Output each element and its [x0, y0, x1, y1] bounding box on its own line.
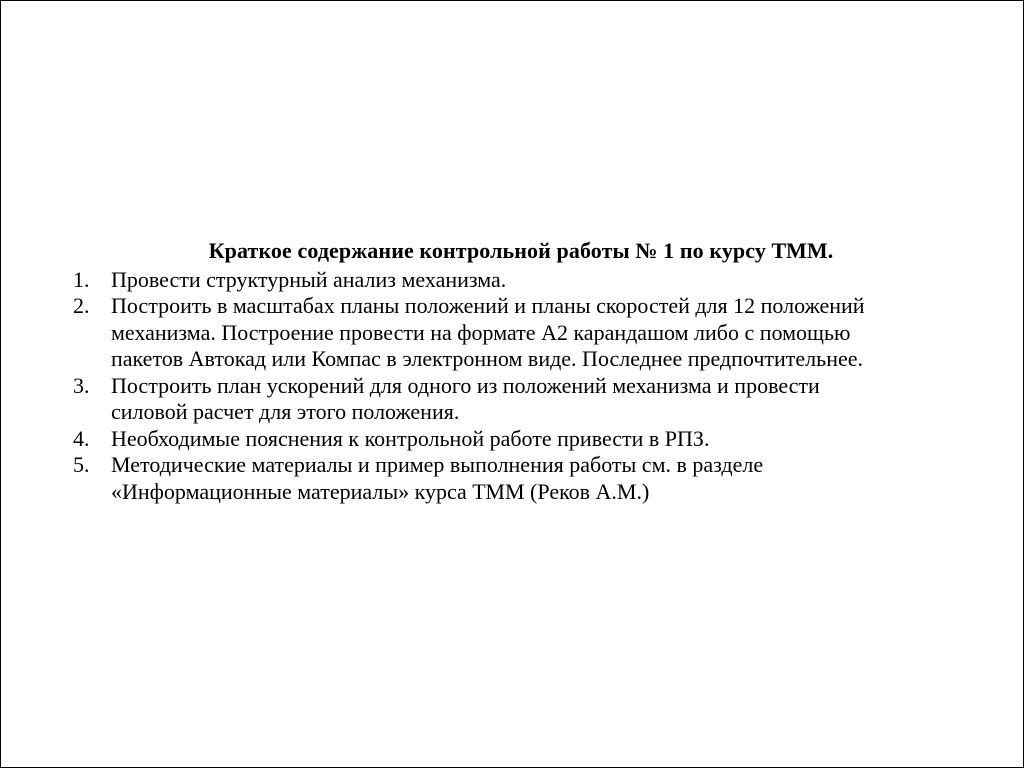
list-item [59, 426, 959, 453]
list-item-text: Необходимые пояснения к контрольной работе привести в РПЗ. [111, 425, 710, 451]
list-item-number: 2. [73, 293, 90, 318]
task-list [59, 267, 959, 506]
list-item-number: 4. [73, 425, 90, 451]
document-body [59, 238, 959, 505]
list-item [59, 293, 959, 373]
list-item-text: Провести структурный анализ механизма. [111, 266, 507, 292]
list-item [59, 452, 959, 505]
list-item-text: Построить в масштабах планы положений и планы скоростей для 12 положений [111, 293, 865, 318]
list-item-text: силовой расчет для этого положения. [111, 399, 460, 424]
list-item-text: пакетов Автокад или Компас в электронном виде. Последнее предпочтительнее. [111, 346, 863, 371]
list-item-text: Построить план ускорений для одного из положений механизма и провести [111, 372, 820, 398]
document-title: Краткое содержание контрольной работы № 1 по курсу ТММ. [208, 238, 834, 263]
list-item-text: Методические материалы и пример выполнения работы см. в разделе [111, 452, 764, 477]
list-item-number: 5. [73, 452, 90, 477]
list-item-number: 3. [73, 372, 90, 398]
list-item-text: «Информационные материалы» курса ТММ (Реков А.М.) [111, 478, 650, 504]
list-item-text: механизма. Построение провести на формате А2 карандашом либо с помощью [111, 319, 851, 345]
list-item [59, 267, 959, 294]
list-item-number: 1. [73, 266, 90, 292]
list-item [59, 373, 959, 426]
